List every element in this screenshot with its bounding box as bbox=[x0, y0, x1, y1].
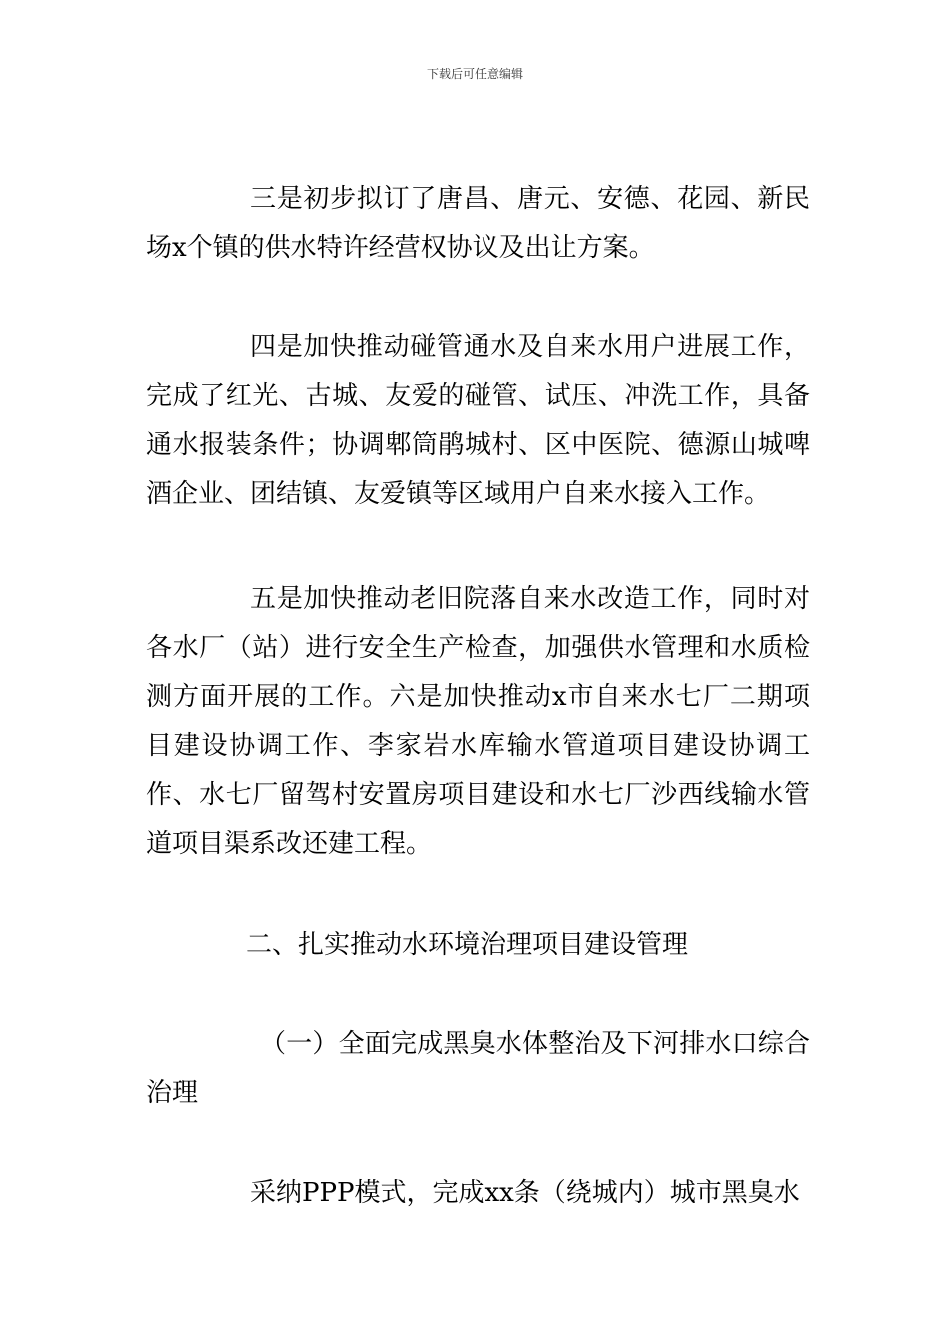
section-heading-water-environment: 二、扎实推动水环境治理项目建设管理 bbox=[246, 930, 689, 960]
paragraph-pipe-connection-progress: 四是加快推动碰管通水及自来水用户进展工作，完成了红光、古城、友爱的碰管、试压、冲洗工作，具备通水报装条件；协调郫筒鹃城村、区中医院、德源山城啤酒企业、团结镇、友爱镇等区域用户自来水接入工作。 bbox=[146, 332, 810, 509]
paragraph-ppp-model: 采纳PPP模式，完成xx条（绕城内）城市黑臭水 bbox=[250, 1178, 800, 1208]
paragraph-old-courtyard-renovation: 五是加快推动老旧院落自来水改造工作，同时对各水厂（站）进行安全生产检查，加强供水管理和水质检测方面开展的工作。六是加快推动x市自来水七厂二期项目建设协调工作、李家岩水库输水管道项目建设协调工作、水七厂留驾村安置房项目建设和水七厂沙西线输水管道项目渠系改还建工程。 bbox=[146, 584, 810, 859]
page-header: 下载后可任意编辑 bbox=[426, 67, 523, 81]
paragraph-water-supply-agreements: 三是初步拟订了唐昌、唐元、安德、花园、新民场x个镇的供水特许经营权协议及出让方案。 bbox=[146, 184, 810, 263]
subsection-heading-black-odorous-water: （一）全面完成黑臭水体整治及下河排水口综合治理 bbox=[146, 1029, 810, 1108]
